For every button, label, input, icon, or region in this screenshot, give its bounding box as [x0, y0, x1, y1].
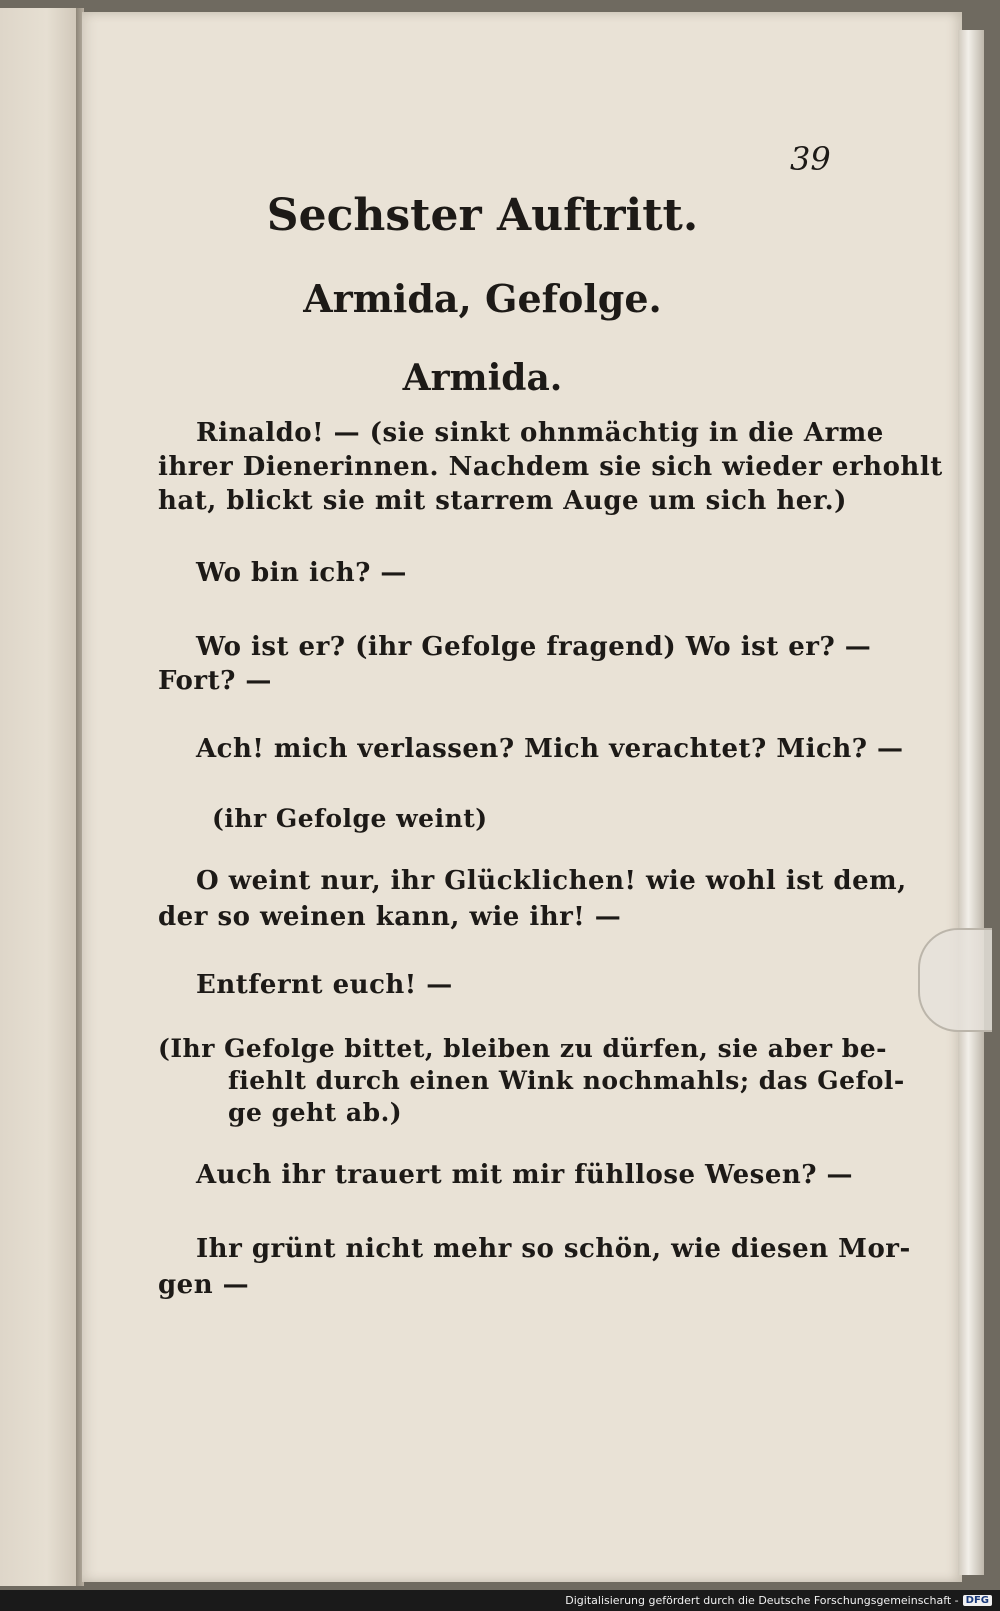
text-line: der so weinen kann, wie ihr! — — [158, 902, 622, 932]
page-number: 39 — [790, 140, 831, 178]
text-line: ihrer Dienerinnen. Nachdem sie sich wieder erhohlt — [158, 452, 943, 482]
left-page-edge — [0, 8, 78, 1586]
book-page — [82, 12, 962, 1582]
scene-title: Sechster Auftritt. — [266, 190, 699, 241]
stage-direction: (Ihr Gefolge bittet, bleiben zu dürfen, sie aber be- — [158, 1034, 887, 1063]
text-line: O weint nur, ihr Glücklichen! wie wohl ist dem, — [196, 866, 907, 896]
text-line: Entfernt euch! — — [196, 970, 453, 1000]
page-stack-edge — [958, 30, 984, 1575]
text-line: Wo ist er? (ihr Gefolge fragend) Wo ist er? — — [196, 632, 872, 662]
characters-heading: Armida, Gefolge. — [303, 276, 662, 321]
text-line: Ach! mich verlassen? Mich verachtet? Mich? — — [196, 734, 904, 764]
text-line: Auch ihr trauert mit mir fühllose Wesen? — — [196, 1160, 854, 1190]
text-line: Ihr grünt nicht mehr so schön, wie diesen Mor- — [196, 1234, 911, 1264]
footer-credit-text: Digitalisierung gefördert durch die Deutsche Forschungsgemeinschaft - — [565, 1593, 959, 1607]
stage-direction: ge geht ab.) — [228, 1098, 403, 1127]
dfg-logo-icon: DFG — [963, 1595, 992, 1606]
text-line: Fort? — — [158, 666, 272, 696]
speaker-heading: Armida. — [402, 357, 563, 399]
stage-direction: fiehlt durch einen Wink nochmahls; das Gefol- — [228, 1066, 905, 1095]
text-line: hat, blickt sie mit starrem Auge um sich her.) — [158, 486, 847, 516]
clip-icon — [918, 928, 992, 1032]
text-line: Wo bin ich? — — [196, 558, 407, 588]
stage-direction: (ihr Gefolge weint) — [212, 804, 488, 833]
text-line: Rinaldo! — (sie sinkt ohnmächtig in die Arme — [196, 418, 884, 448]
text-line: gen — — [158, 1270, 250, 1300]
footer-credit — [565, 1592, 992, 1608]
